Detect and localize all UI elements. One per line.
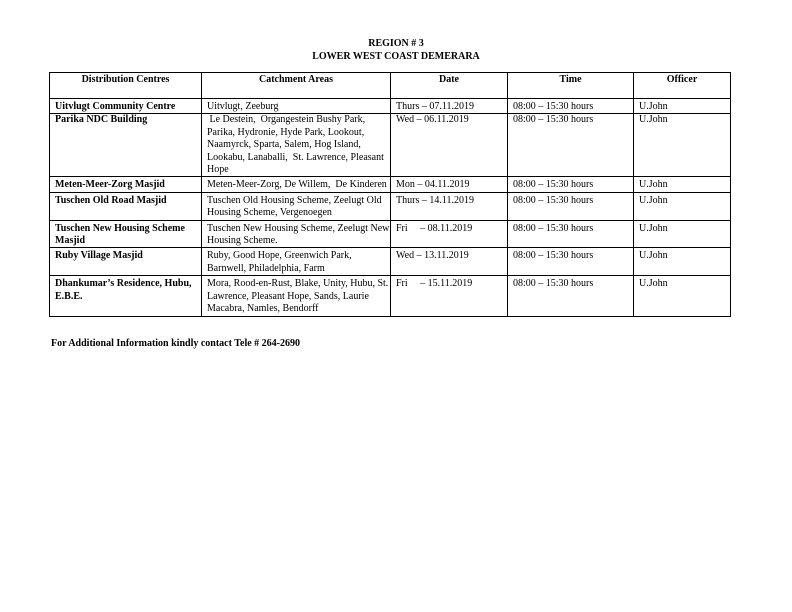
areas-cell: Tuschen Old Housing Scheme, Zeelugt Old Housing Scheme, Vergenoegen [202, 192, 391, 220]
time-cell: 08:00 – 15:30 hours [508, 248, 634, 276]
officer-cell: U.John [634, 99, 731, 114]
contact-footer: For Additional Information kindly contact Tele # 264-2690 [51, 338, 301, 349]
table-row [50, 177, 731, 192]
table-header-row [50, 73, 731, 99]
officer-cell: U.John [634, 220, 731, 248]
column-header-officer: Officer [634, 73, 731, 99]
centre-cell: Meten-Meer-Zorg Masjid [50, 177, 202, 192]
areas-cell: Uitvlugt, Zeeburg [202, 99, 391, 114]
centre-cell: Tuschen New Housing Scheme Masjid [50, 220, 202, 248]
areas-cell: Tuschen New Housing Scheme, Zeelugt New Housing Scheme. [202, 220, 391, 248]
centre-cell: Ruby Village Masjid [50, 248, 202, 276]
table-row [50, 114, 731, 177]
officer-cell: U.John [634, 248, 731, 276]
table-row [50, 248, 731, 276]
table-row [50, 99, 731, 114]
date-cell: Wed – 13.11.2019 [391, 248, 508, 276]
date-cell: Fri – 08.11.2019 [391, 220, 508, 248]
column-header-areas: Catchment Areas [202, 73, 391, 99]
time-cell: 08:00 – 15:30 hours [508, 114, 634, 177]
region-title: REGION # 3 [368, 38, 424, 49]
centre-cell: Dhankumar’s Residence, Hubu, E.B.E. [50, 276, 202, 316]
centre-cell: Tuschen Old Road Masjid [50, 192, 202, 220]
areas-cell: Le Destein, Organgestein Bushy Park, Parika, Hydronie, Hyde Park, Lookout, Naamyrck, Sparta, Salem, Hog Island, Lookabu, Lanaballi, St. Lawrence, Pleasant Hope [202, 114, 391, 177]
time-cell: 08:00 – 15:30 hours [508, 276, 634, 316]
column-header-centres: Distribution Centres [50, 73, 202, 99]
area-title: LOWER WEST COAST DEMERARA [312, 51, 480, 62]
officer-cell: U.John [634, 276, 731, 316]
centre-cell: Parika NDC Building [50, 114, 202, 177]
officer-cell: U.John [634, 177, 731, 192]
table-row [50, 192, 731, 220]
date-cell: Thurs – 14.11.2019 [391, 192, 508, 220]
areas-cell: Mora, Rood-en-Rust, Blake, Unity, Hubu, St. Lawrence, Pleasant Hope, Sands, Laurie Macabra, Namles, Bendorff [202, 276, 391, 316]
column-header-time: Time [508, 73, 634, 99]
time-cell: 08:00 – 15:30 hours [508, 177, 634, 192]
document-header [0, 37, 792, 63]
table-row [50, 220, 731, 248]
officer-cell: U.John [634, 192, 731, 220]
column-header-date: Date [391, 73, 508, 99]
date-cell: Mon – 04.11.2019 [391, 177, 508, 192]
time-cell: 08:00 – 15:30 hours [508, 99, 634, 114]
areas-cell: Ruby, Good Hope, Greenwich Park, Barnwell, Philadelphia, Farm [202, 248, 391, 276]
centre-cell: Uitvlugt Community Centre [50, 99, 202, 114]
date-cell: Fri – 15.11.2019 [391, 276, 508, 316]
distribution-table [49, 72, 731, 317]
areas-cell: Meten-Meer-Zorg, De Willem, De Kinderen [202, 177, 391, 192]
time-cell: 08:00 – 15:30 hours [508, 192, 634, 220]
time-cell: 08:00 – 15:30 hours [508, 220, 634, 248]
date-cell: Thurs – 07.11.2019 [391, 99, 508, 114]
date-cell: Wed – 06.11.2019 [391, 114, 508, 177]
table-row [50, 276, 731, 316]
officer-cell: U.John [634, 114, 731, 177]
